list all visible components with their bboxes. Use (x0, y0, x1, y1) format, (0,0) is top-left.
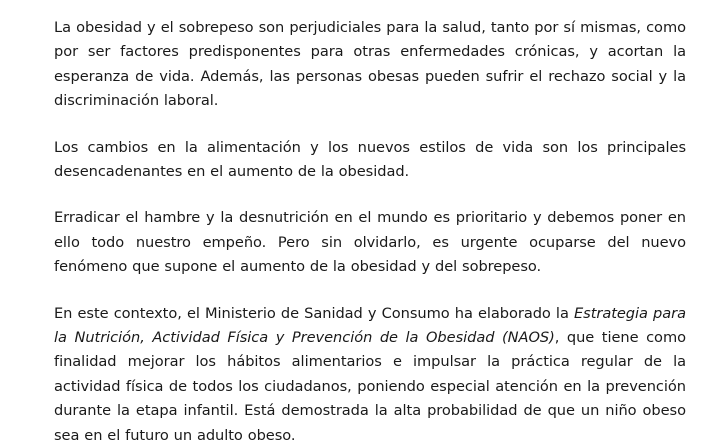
paragraph-hunger-priority: Erradicar el hambre y la desnutrición en el mundo es prioritario y debemos poner en ello todo nuestro empeño. Pero sin olvidarlo, es urgente ocuparse del nuevo fenómeno que supone el aumento de la obesidad y del sobrepeso. (54, 209, 686, 276)
paragraph-lifestyle-changes: Los cambios en la alimentación y los nuevos estilos de vida son los principales desencadenantes en el aumento de la obesidad. (54, 138, 686, 181)
paragraph-naos-intro: En este contexto, el Ministerio de Sanidad y Consumo ha elaborado la (54, 304, 574, 322)
paragraph-obesity-health: La obesidad y el sobrepeso son perjudiciales para la salud, tanto por sí mismas, como por ser factores predisponentes para otras enfermedades crónicas, y acortan la esperanza de vida. Además, las personas obesas pueden sufrir el rechazo social y la discriminación laboral. (54, 19, 686, 110)
paragraph-naos-strategy (54, 302, 686, 448)
paragraph-naos-rest: , que tiene como finalidad mejorar los hábitos alimentarios e impulsar la práctica regular de la actividad física de todos los ciudadanos, poniendo especial atención en la prevención durante la etapa infantil. Está demostrada la alta probabilidad de que un niño obeso sea en el futuro un adulto obeso. (54, 329, 686, 444)
naos-strategy-title: Estrategia para la Nutrición, Actividad Física y Prevención de la Obesidad (NAOS) (54, 304, 686, 347)
document-body (54, 16, 686, 448)
